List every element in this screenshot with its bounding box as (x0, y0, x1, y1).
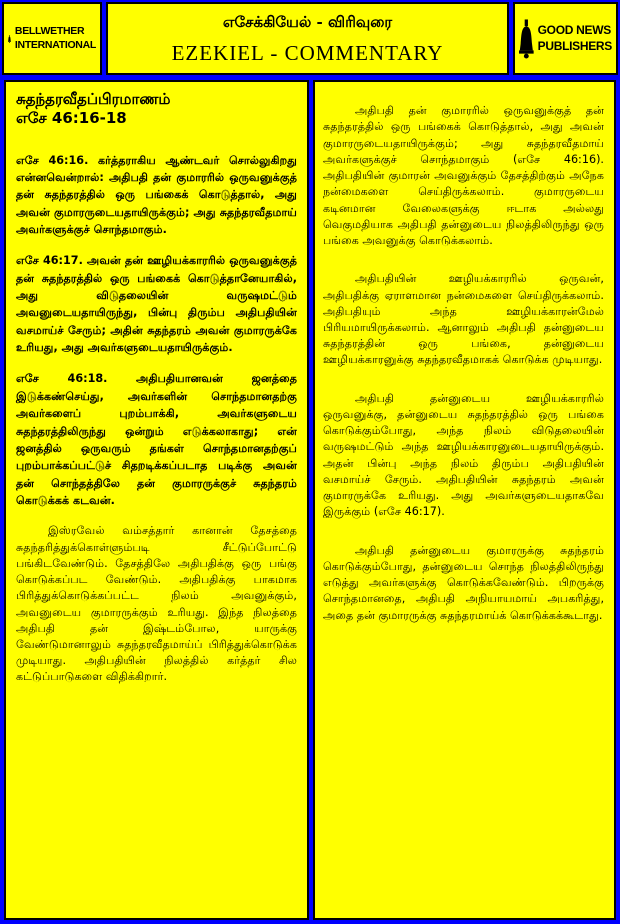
bellwether-logo (2, 2, 102, 75)
verse-46-18: எசே 46:18. அதிபதியானவன் ஜனத்தை இடுக்கண்செய்து, அவர்களின் சொந்தமானதற்கு அவர்களைப் புறம்பாக்கி, அவர்களுடைய சுதந்தரத்திலிருந்து ஒன்றும் எடுக்கலாகாது; என் ஜனத்தில் ஒருவரும் தங்கள் சொந்தமானதற்குப் புறம்பாக்கப்பட்டுச் சிதறடிக்கப்படாத படிக்கு அவன் தன் சொந்தத்திலே தன் குமாரருக்குச் சுதந்தரம் கொடுக்கக் கடவன். (16, 372, 297, 507)
commentary-paragraph: அதிபதி தன்னுடைய ஊழியக்காரரில் ஒருவனுக்கு, தன்னுடைய சுதந்தரத்தில் ஒரு பங்கை கொடுக்கும்போது, அந்த நிலம் விடுதலையின் வருஷமட்டும் அந்த ஊழியக்காரனுடையதாயிருக்கும். அதன் பின்பு அந்த நிலம் திரும்ப அதிபதியின் வசமாய்ச் சேரும். அதிபதியின் சுதந்தரம் அவன் குமாரருக்கே உரியது. அது அவர்களுடையதாகவே இருக்கும் (எசே 46:17). (323, 391, 604, 519)
bellwether-subname: INTERNATIONAL (14, 38, 96, 51)
verse-46-16: எசே 46:16. கர்த்தராகிய ஆண்டவர் சொல்லுகிறது என்னவென்றால்: அதிபதி தன் குமாரரில் ஒருவனுக்குத் தன் சுதந்தரத்தில் ஒரு பங்கைக் கொடுத்தால், அது அவன் குமாரருடையதாயிருக்கும்; அது சுதந்தரவீதமாய் அவர்களுக்குச் சொந்தமாகும். (16, 153, 297, 236)
title-english: EZEKIEL - COMMENTARY (171, 41, 444, 65)
good-news-subname: PUBLISHERS (537, 38, 612, 53)
good-news-logo-text (538, 23, 612, 54)
section-reference: எசே 46:16-18 (16, 108, 127, 127)
bellwether-bell-icon (8, 15, 11, 63)
bellwether-name: BELLWETHER (14, 24, 85, 37)
verse-46-17: எசே 46:17. அவன் தன் ஊழியக்காரரில் ஒருவனுக்குத் தன் சுதந்தரத்தில் ஒரு பங்கைக் கொடுத்தானேயாகில், அது விடுதலையின் வருஷமட்டும் அவனுடையதாயிருந்து, பின்பு திரும்ப அதிபதியின் வசமாய்ச் சேரும்; அதின் சுதந்தரம் அவன் குமாரருக்கே உரியது, அது அவர்களுடையதாயிருக்கும். (16, 254, 297, 355)
bellwether-logo-text (15, 25, 96, 52)
commentary-paragraph: அதிபதி தன்னுடைய குமாரருக்கு சுதந்தரம் கொடுக்கும்போது, தன்னுடைய சொந்த நிலத்திலிருந்து எடுத்து அவர்களுக்கு கொடுக்கவேண்டும். பிறருக்கு சொந்தமானதை, அதிபதி அநியாயமாய் அபகரித்து, அதை தன் குமாரருக்கு சுதந்தரமாய்க் கொடுக்கக்கூடாது. (323, 543, 604, 622)
good-news-name: GOOD NEWS (537, 22, 611, 37)
section-title-tamil: சுதந்தரவீதப்பிரமாணம் (16, 90, 171, 108)
good-news-bell-icon (519, 15, 534, 63)
commentary-paragraph: அதிபதியின் ஊழியக்காரரில் ஒருவன், அதிபதிக்கு ஏராளமான நன்மைகளை செய்திருக்கலாம். அதிபதியும் அந்த ஊழியக்காரன்மேல் பிரியமாயிருக்கலாம். ஆனாலும் அதிபதி தன்னுடைய சுதந்தரத்தின் ஒரு பங்கை, தன்னுடைய ஊழியக்காரனுக்கு சுதந்தரவீதமாகக் கொடுக்க முடியாது. (323, 272, 604, 367)
section-title (16, 90, 297, 128)
page-header (106, 2, 509, 75)
title-tamil: எசேக்கியேல் - விரிவுரை (222, 13, 393, 31)
left-column (4, 80, 309, 920)
commentary-intro: இஸ்ரவேல் வம்சத்தார் கானான் தேசத்தை சுதந்தரித்துக்கொள்ளும்படி சீட்டுப்போட்டு பங்கிடவேண்டும். தேசத்திலே அதிபதிக்கு ஒரு பங்கு கொடுக்கப்பட வேண்டும். அதிபதிக்கு பாகமாக பிரித்துக்கொடுக்கப்பட்ட நிலம் அவனுக்கும், அவனுடைய குமாரருக்கும் உரியது. இந்த நிலத்தை அதிபதி தன் இஷ்டம்போல, யாருக்கு வேண்டுமானாலும் சுதந்தரவீதமாய்ப் பிரித்துக்கொடுக்க முடியாது. அதிபதியின் நிலத்தில் கர்த்தர் சில கட்டுப்பாடுகளை விதிக்கிறார். (16, 524, 297, 684)
commentary-paragraph: அதிபதி தன் குமாரரில் ஒருவனுக்குத் தன் சுதந்தரத்தில் ஒரு பங்கைக் கொடுத்தால், அது அவன் குமாரருடையதாயிருக்கும்; அது சுதந்தரவீதமாய் அவர்களுக்குச் சொந்தமாகும் (எசே 46:16). அதிபதியின் குமாரன் அவனுக்கும் தேசத்திற்கும் அநேக நன்மைகளை செய்திருக்கலாம். குமாரருடைய கடினமான வேலைகளுக்கு ஈடாக அல்லது வெகுமதியாக அதிபதி தன்னுடைய நிலத்திலிருந்து ஒரு பங்கை அவனுக்கு கொடுக்கலாம். (323, 104, 604, 248)
good-news-logo (513, 2, 618, 75)
right-column (313, 80, 616, 920)
